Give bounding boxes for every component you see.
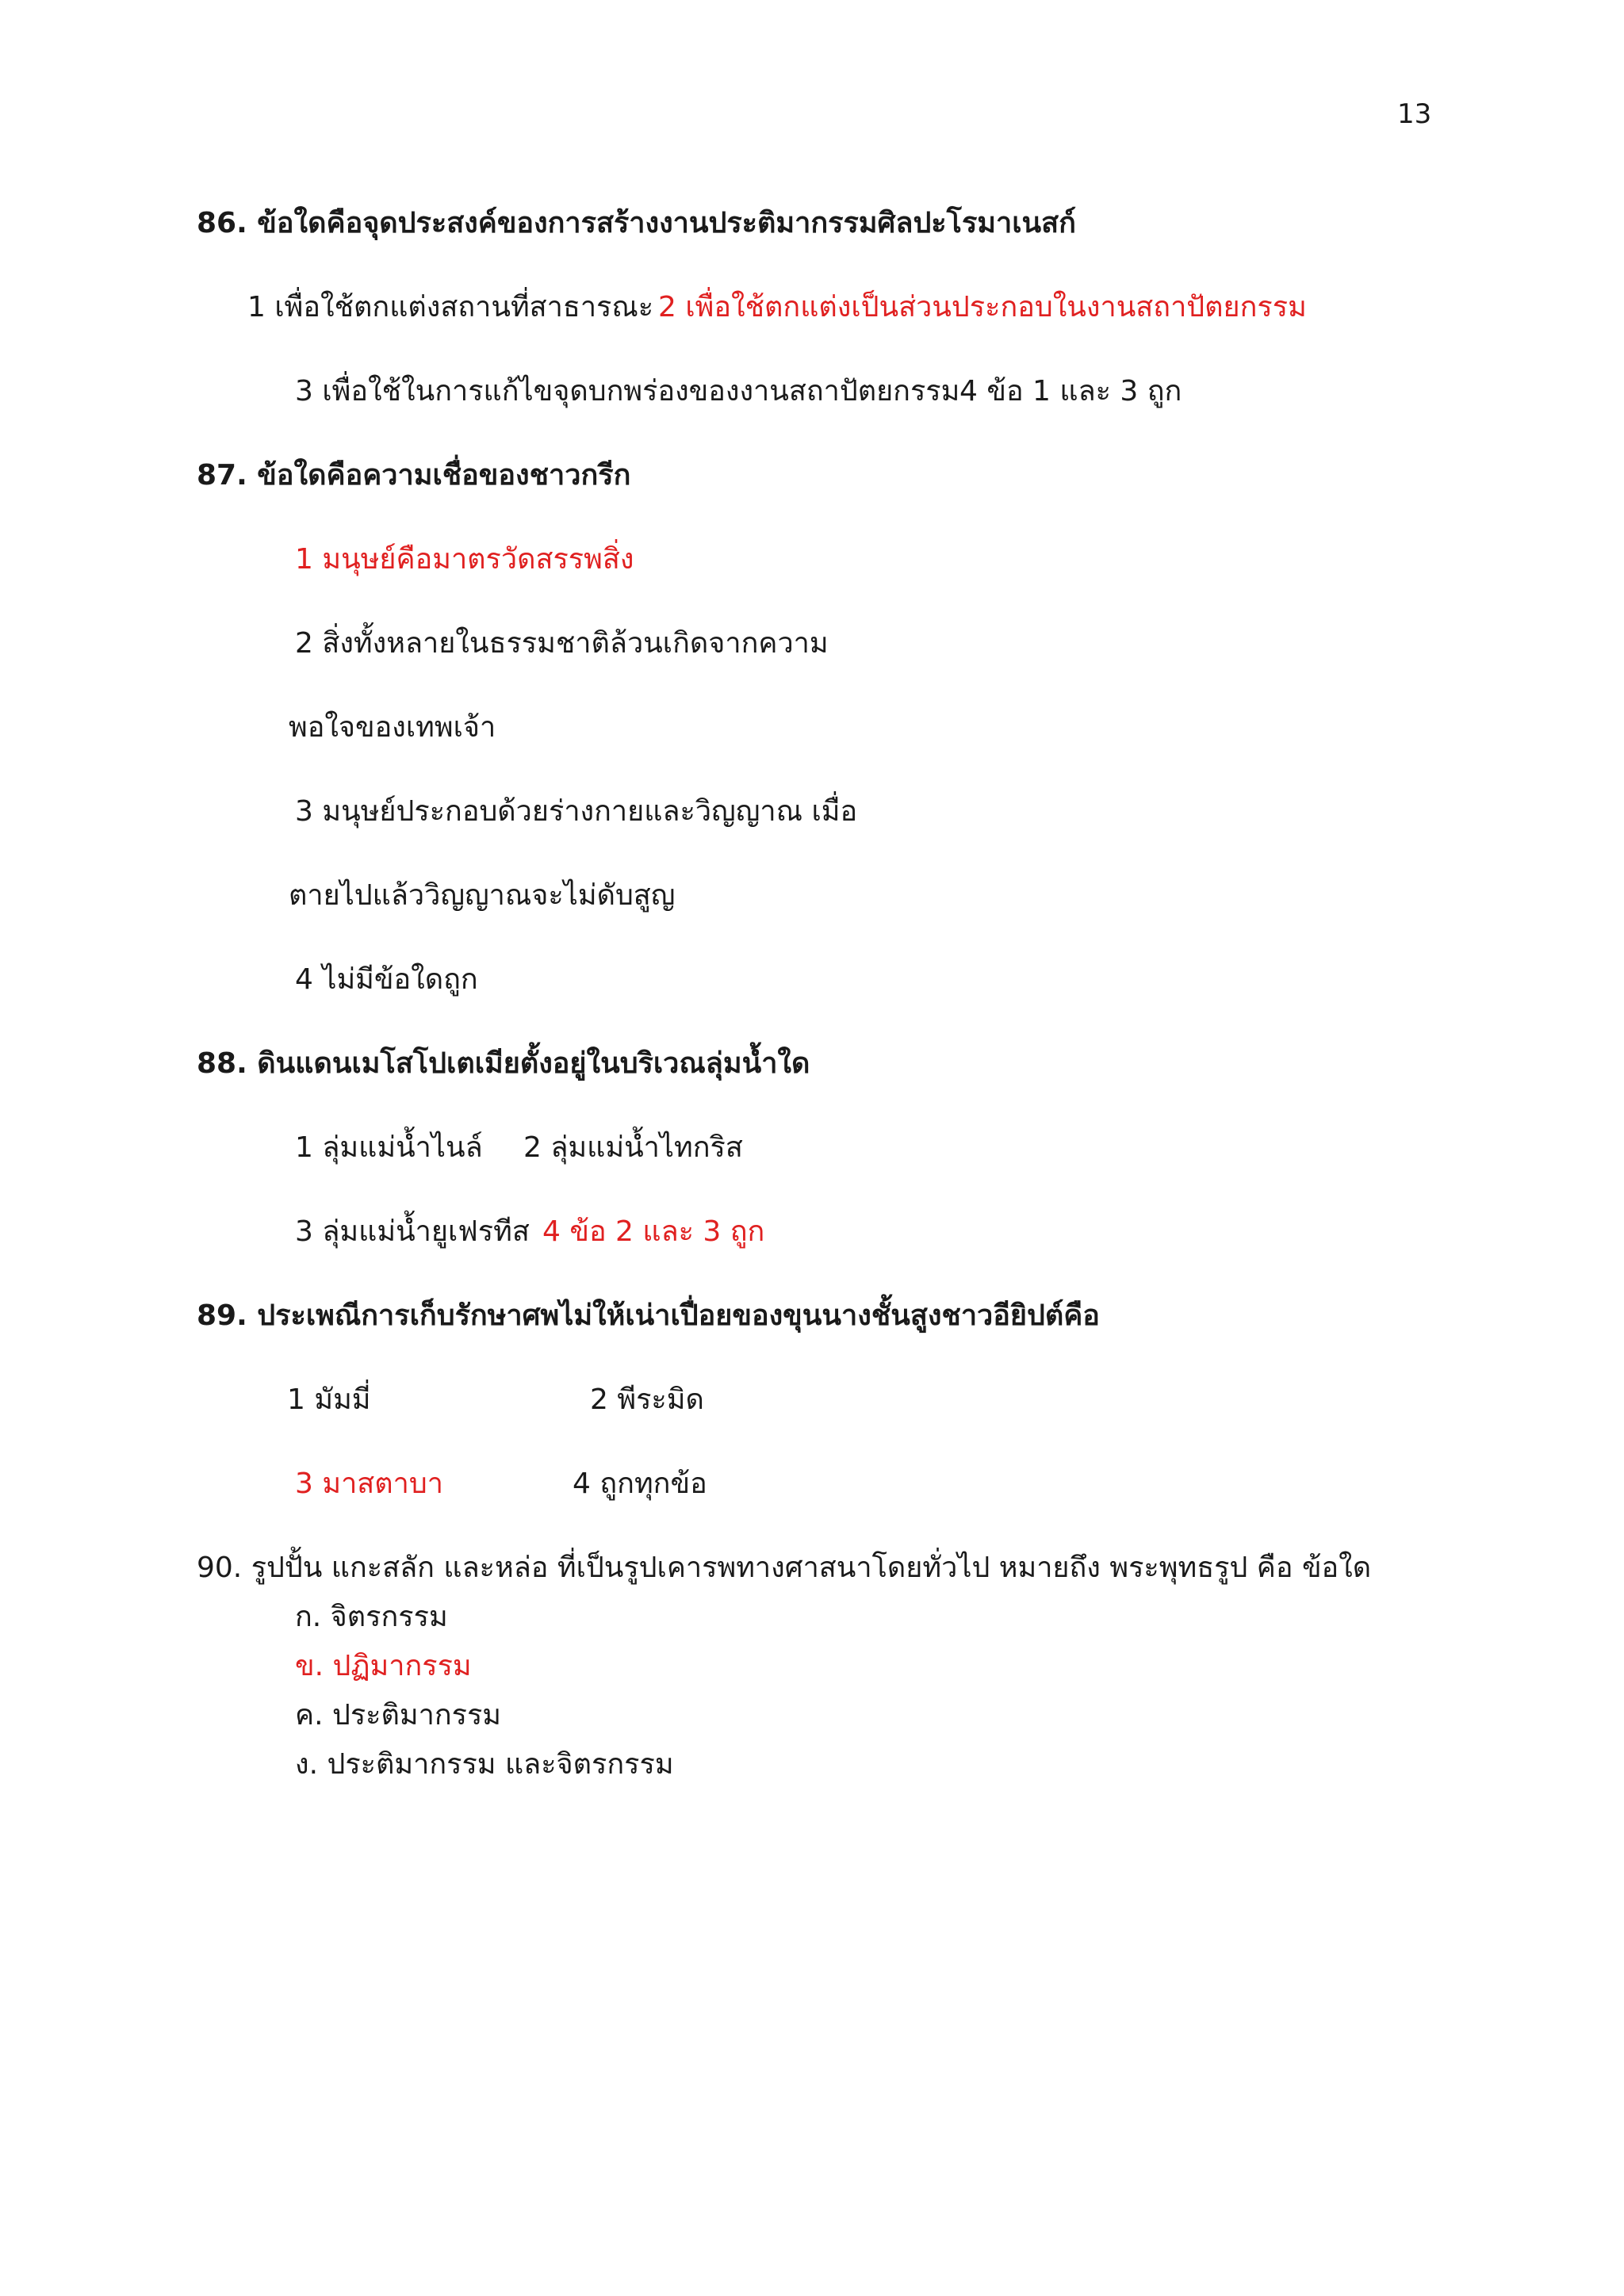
question-89-option-1: 1 มัมมี่: [287, 1383, 371, 1416]
question-86-option-4: 4 ข้อ 1 และ 3 ถูก: [959, 375, 1182, 408]
question-88-option-4-answer: 4 ข้อ 2 และ 3 ถูก: [542, 1215, 765, 1248]
question-89-option-2: 2 พีระมิด: [590, 1383, 704, 1416]
page-number: 13: [1397, 98, 1432, 130]
question-89-option-4: 4 ถูกทุกข้อ: [573, 1468, 707, 1500]
question-89-title: 89. ประเพณีการเก็บรักษาศพไม่ให้เน่าเปื่อยของขุนนางชั้นสูงชาวอียิปต์คือ: [197, 1299, 1100, 1332]
question-87-option-4: 4 ไม่มีข้อใดถูก: [295, 963, 478, 996]
question-90-option-c: ค. ประติมากรรม: [295, 1699, 502, 1732]
question-87-option-3: 3 มนุษย์ประกอบด้วยร่างกายและวิญญาณ เมื่อ: [295, 795, 858, 828]
question-90-option-d: ง. ประติมากรรม และจิตรกรรม: [295, 1748, 674, 1781]
question-87-option-1-answer: 1 มนุษย์คือมาตรวัดสรรพสิ่ง: [295, 543, 634, 576]
question-87-option-3-continued: ตายไปแล้ววิญญาณจะไม่ดับสูญ: [289, 879, 676, 912]
question-90-option-a: ก. จิตรกรรม: [295, 1601, 448, 1633]
question-86-option-1: 1 เพื่อใช้ตกแต่งสถานที่สาธารณะ: [247, 291, 654, 323]
question-88-title: 88. ดินแดนเมโสโปเตเมียตั้งอยู่ในบริเวณลุ่มน้ำใด: [197, 1047, 810, 1080]
question-88-option-3: 3 ลุ่มแม่น้ำยูเฟรทีส: [295, 1215, 530, 1248]
question-87-title: 87. ข้อใดคือความเชื่อของชาวกรีก: [197, 459, 631, 492]
question-90-title: 90. รูปปั้น แกะสลัก และหล่อ ที่เป็นรูปเคารพทางศาสนาโดยทั่วไป หมายถึง พระพุทธรูป คือ ข้อใด: [197, 1552, 1372, 1584]
question-86-title: 86. ข้อใดคือจุดประสงค์ของการสร้างงานประติมากรรมศิลปะโรมาเนสก์: [197, 207, 1076, 239]
question-87-option-2: 2 สิ่งทั้งหลายในธรรมชาติล้วนเกิดจากความ: [295, 627, 829, 660]
question-86-option-3: 3 เพื่อใช้ในการแก้ไขจุดบกพร่องของงานสถาปัตยกรรม: [295, 375, 960, 408]
question-88-option-2: 2 ลุ่มแม่น้ำไทกริส: [523, 1131, 743, 1164]
question-88-option-1: 1 ลุ่มแม่น้ำไนล์: [295, 1131, 483, 1164]
question-89-option-3-answer: 3 มาสตาบา: [295, 1468, 443, 1500]
question-86-option-2-answer: 2 เพื่อใช้ตกแต่งเป็นส่วนประกอบในงานสถาปัตยกรรม: [658, 291, 1307, 323]
question-87-option-2-continued: พอใจของเทพเจ้า: [289, 711, 496, 744]
question-90-option-b-answer: ข. ปฏิมากรรม: [295, 1650, 472, 1682]
